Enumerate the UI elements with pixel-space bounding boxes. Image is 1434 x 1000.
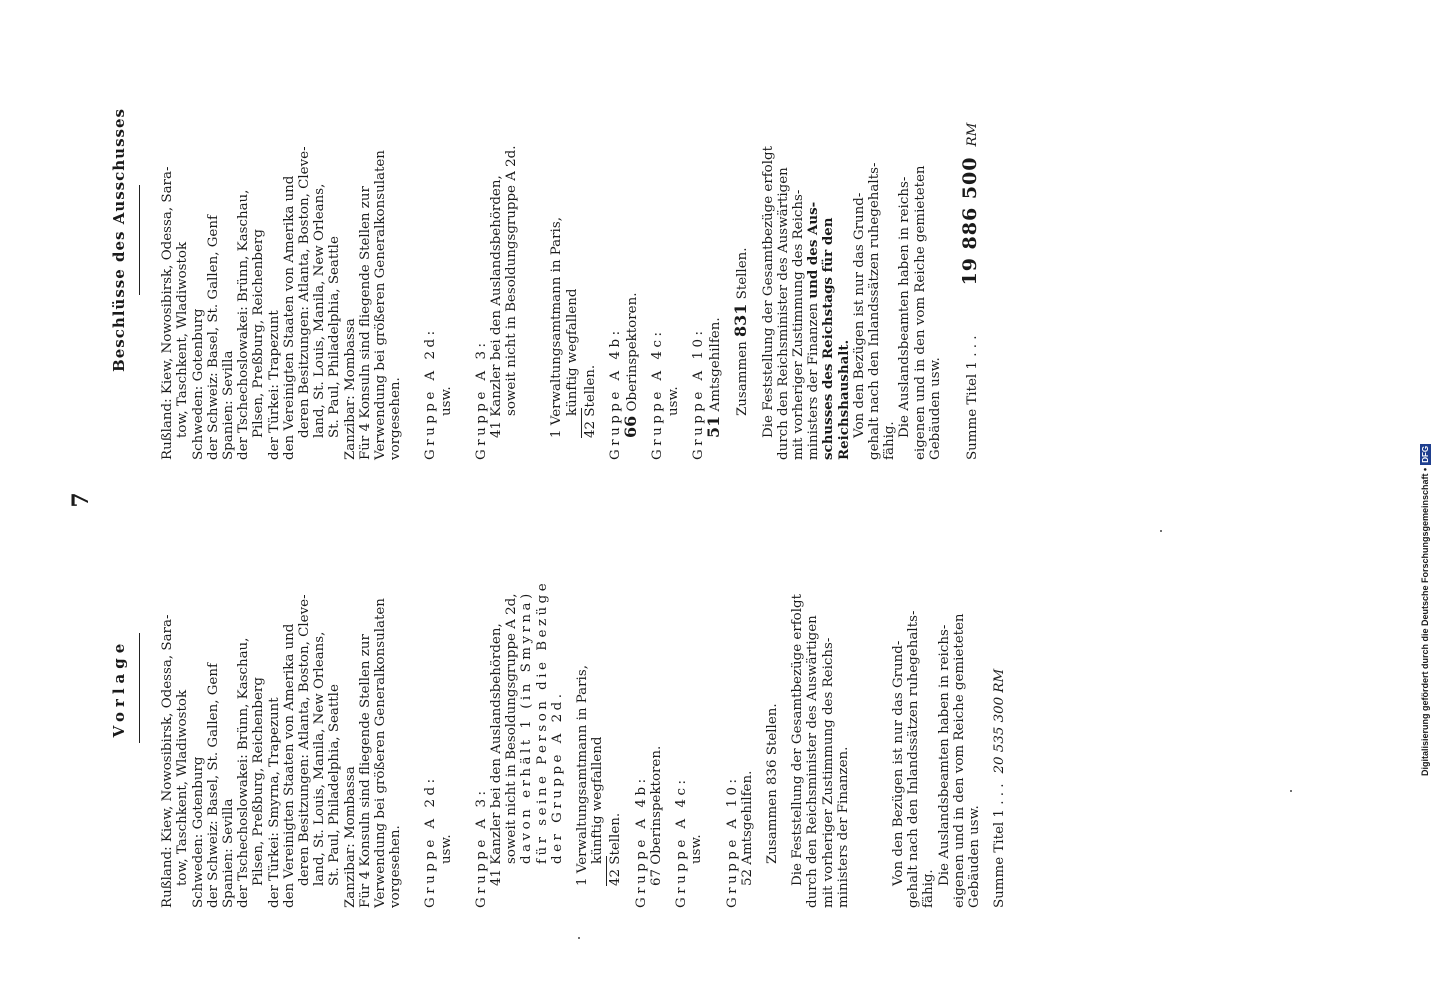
note-line: Für 4 Konsuln sind fliegende Stellen zur [357, 634, 373, 908]
auslandsbeamte-line: eigenen und in den vom Reiche gemieteten [912, 165, 928, 460]
credit-text: Digitalisierung gefördert durch die Deutsche Forschungsgemeinschaft • [1420, 467, 1430, 776]
zusammen-line: Zusammen 836 Stellen. [764, 703, 780, 864]
place-line: tow, Taschkent, Wladiwostok [175, 241, 191, 438]
credit-strip [1418, 392, 1432, 776]
column-title: Vorlage [110, 638, 128, 738]
feststellung-bold-line: Reichshaushalt. [835, 339, 852, 460]
bezuege-line: gehalt nach den Inlandssätzen ruhegehalts- [866, 162, 882, 460]
feststellung-line: mit vorheriger Zustimmung des Reichs- [820, 637, 836, 908]
zusammen-count: 831 [731, 303, 751, 337]
usw-text: usw. [438, 834, 454, 864]
usw-text: usw. [689, 834, 705, 864]
auslandsbeamte-line: Gebäuden usw. [966, 805, 982, 908]
column-beschluesse [112, 20, 980, 460]
oberinspektoren-count: 66 [621, 415, 641, 438]
place-line: den Vereinigten Staaten von Amerika und [281, 623, 297, 908]
place-line: Zanzibar: Mombassa [342, 766, 358, 908]
feststellung-text: ministers der Finanzen [806, 302, 822, 460]
title-rule [139, 633, 140, 743]
usw-text: usw. [438, 386, 454, 416]
summe-row [958, 20, 981, 460]
column-vorlage [112, 468, 1007, 908]
summe-unit: RM [964, 122, 980, 147]
group-heading: Gruppe A 3: [473, 339, 489, 460]
group-heading: Gruppe A 4c: [650, 328, 666, 460]
amtsgehilfen-count: 51 [704, 415, 724, 438]
column-title: Beschlüsse des Ausschusses [110, 108, 128, 372]
oberinspektoren-line: 67 Oberinspektoren. [648, 745, 664, 886]
auslandsbeamte-line: Die Auslandsbeamten haben in reichs- [897, 176, 913, 438]
title-rule [139, 185, 140, 295]
place-line: Spanien: Sevilla [221, 798, 237, 908]
scan-speck [578, 937, 580, 939]
feststellung-line: durch den Reichsminister des Auswärtigen [775, 167, 791, 460]
page-number: 7 [68, 492, 94, 508]
a3-line: der Gruppe A 2d. [549, 690, 565, 864]
a3-line: 41 Kanzler bei den Auslandsbehörden, [489, 623, 505, 886]
summe-label: Summe Titel 1 . . . [964, 335, 980, 460]
note-line: vorgesehen. [388, 825, 404, 908]
note-line: Verwendung bei größeren Generalkonsulaten [373, 150, 389, 460]
group-heading: Gruppe A 10: [724, 775, 740, 908]
note-line: Für 4 Konsuln sind fliegende Stellen zur [357, 186, 373, 460]
place-line: Zanzibar: Mombassa [342, 318, 358, 460]
place-line: der Schweiz: Basel, St. Gallen, Genf [205, 663, 221, 908]
place-line: der Tschechoslowakei: Brünn, Kaschau, [236, 637, 252, 908]
feststellung-bold-line: schusses des Reichstags für den [820, 217, 837, 460]
group-heading: Gruppe A 10: [690, 327, 706, 460]
zusammen-line [733, 20, 750, 460]
group-heading: Gruppe A 4b: [608, 327, 624, 460]
feststellung-line [806, 20, 821, 460]
place-line: Schweden: Gotenburg [190, 308, 206, 460]
auslandsbeamte-line: Gebäuden usw. [927, 357, 943, 460]
amtsgehilfen-label: Amtsgehilfen. [708, 317, 724, 412]
group-heading: Gruppe A 4c: [674, 776, 690, 908]
dfg-logo: DFG [1421, 445, 1430, 463]
verwaltung-line: 1 Verwaltungsamtmann in Paris, [575, 665, 591, 886]
note-line: vorgesehen. [388, 377, 404, 460]
a3-line: davon erhält 1 (in Smyrna) [519, 590, 535, 864]
place-line: deren Besitzungen: Atlanta, Boston, Cleve- [297, 594, 313, 886]
place-line: Spanien: Sevilla [221, 350, 237, 460]
scan-speck [1290, 790, 1292, 792]
note-line: Verwendung bei größeren Generalkonsulaten [373, 598, 389, 908]
feststellung-line: Die Feststellung der Gesamtbezüge erfolgt [760, 146, 776, 438]
summe-value: 19 886 500 [958, 156, 981, 286]
group-heading: Gruppe A 2d: [423, 327, 439, 460]
place-line: land, St. Louis, Manila, New Orleans, [312, 183, 328, 438]
usw-text: usw. [665, 386, 681, 416]
a3-line: für seine Person die Bezüge [534, 579, 550, 864]
summe-value: 20 535 300 RM [992, 668, 1008, 774]
amtsgehilfen-line: 52 Amtsgehilfen. [739, 770, 755, 886]
verwaltung-line: 1 Verwaltungsamtmann in Paris, [549, 217, 565, 438]
place-line: land, St. Louis, Manila, New Orleans, [312, 631, 328, 886]
bezuege-line: Von den Bezügen ist nur das Grund- [890, 640, 906, 886]
group-heading: Gruppe A 2d: [423, 775, 439, 908]
feststellung-bold: und des Aus- [805, 201, 822, 299]
place-list [160, 468, 358, 908]
a3-line: soweit nicht in Besoldungsgruppe A 2d, [504, 593, 520, 864]
bezuege-line: Von den Bezügen ist nur das Grund- [851, 192, 867, 438]
zusammen-label: Zusammen [735, 341, 751, 416]
bezuege-line: gehalt nach den Inlandssätzen ruhegehalts- [906, 610, 922, 908]
zusammen-unit: Stellen. [735, 247, 751, 300]
place-line: der Tschechoslowakei: Brünn, Kaschau, [236, 189, 252, 460]
feststellung-line: durch den Reichsminister des Auswärtigen [805, 615, 821, 908]
verwaltung-line: künftig wegfallend [564, 288, 580, 416]
feststellung-line: Die Feststellung der Gesamtbezüge erfolgt [790, 594, 806, 886]
feststellung-line: ministers der Finanzen. [835, 746, 851, 908]
oberinspektoren-line [623, 20, 640, 460]
place-line: St. Paul, Philadelphia, Seattle [327, 684, 343, 886]
sum-rule [606, 856, 607, 886]
bezuege-line: fähig. [921, 869, 937, 908]
credit-text-wrap [1418, 392, 1432, 776]
place-line: Pilsen, Preßburg, Reichenberg [251, 677, 267, 886]
place-line: der Türkei: Trapezunt [266, 310, 282, 460]
feststellung-line: mit vorheriger Zustimmung des Reichs- [790, 189, 806, 460]
place-line: den Vereinigten Staaten von Amerika und [281, 175, 297, 460]
place-line: Schweden: Gotenburg [190, 756, 206, 908]
summe-label: Summe Titel 1 . . . [992, 783, 1008, 908]
place-line: Rußland: Kiew, Nowosibirsk, Odessa, Sara- [160, 614, 176, 908]
stellen-count: 42 Stellen. [608, 812, 624, 886]
summe-row [992, 468, 1007, 908]
bezuege-line: fähig. [882, 421, 898, 460]
oberinspektoren-label: Oberinspektoren. [625, 292, 641, 412]
place-line: der Schweiz: Basel, St. Gallen, Genf [205, 215, 221, 460]
verwaltung-line: künftig wegfallend [590, 736, 606, 864]
sum-rule [581, 408, 582, 438]
group-heading: Gruppe A 4b: [633, 775, 649, 908]
place-line: deren Besitzungen: Atlanta, Boston, Cleve- [297, 146, 313, 438]
place-line: Rußland: Kiew, Nowosibirsk, Odessa, Sara- [160, 166, 176, 460]
place-line: Pilsen, Preßburg, Reichenberg [251, 229, 267, 438]
stellen-count: 42 Stellen. [582, 364, 598, 438]
auslandsbeamte-line: eigenen und in den vom Reiche gemieteten [951, 613, 967, 908]
group-heading: Gruppe A 3: [473, 787, 489, 908]
a3-line: soweit nicht in Besoldungsgruppe A 2d. [504, 145, 520, 416]
place-line: tow, Taschkent, Wladiwostok [175, 689, 191, 886]
auslandsbeamte-line: Die Auslandsbeamten haben in reichs- [936, 624, 952, 886]
scan-speck [1160, 530, 1162, 532]
place-line: St. Paul, Philadelphia, Seattle [327, 236, 343, 438]
place-list [160, 20, 358, 460]
amtsgehilfen-line [706, 20, 723, 460]
place-line: der Türkei: Smyrna, Trapezunt [266, 697, 282, 908]
a3-line: 41 Kanzler bei den Auslandsbehörden, [489, 175, 505, 438]
